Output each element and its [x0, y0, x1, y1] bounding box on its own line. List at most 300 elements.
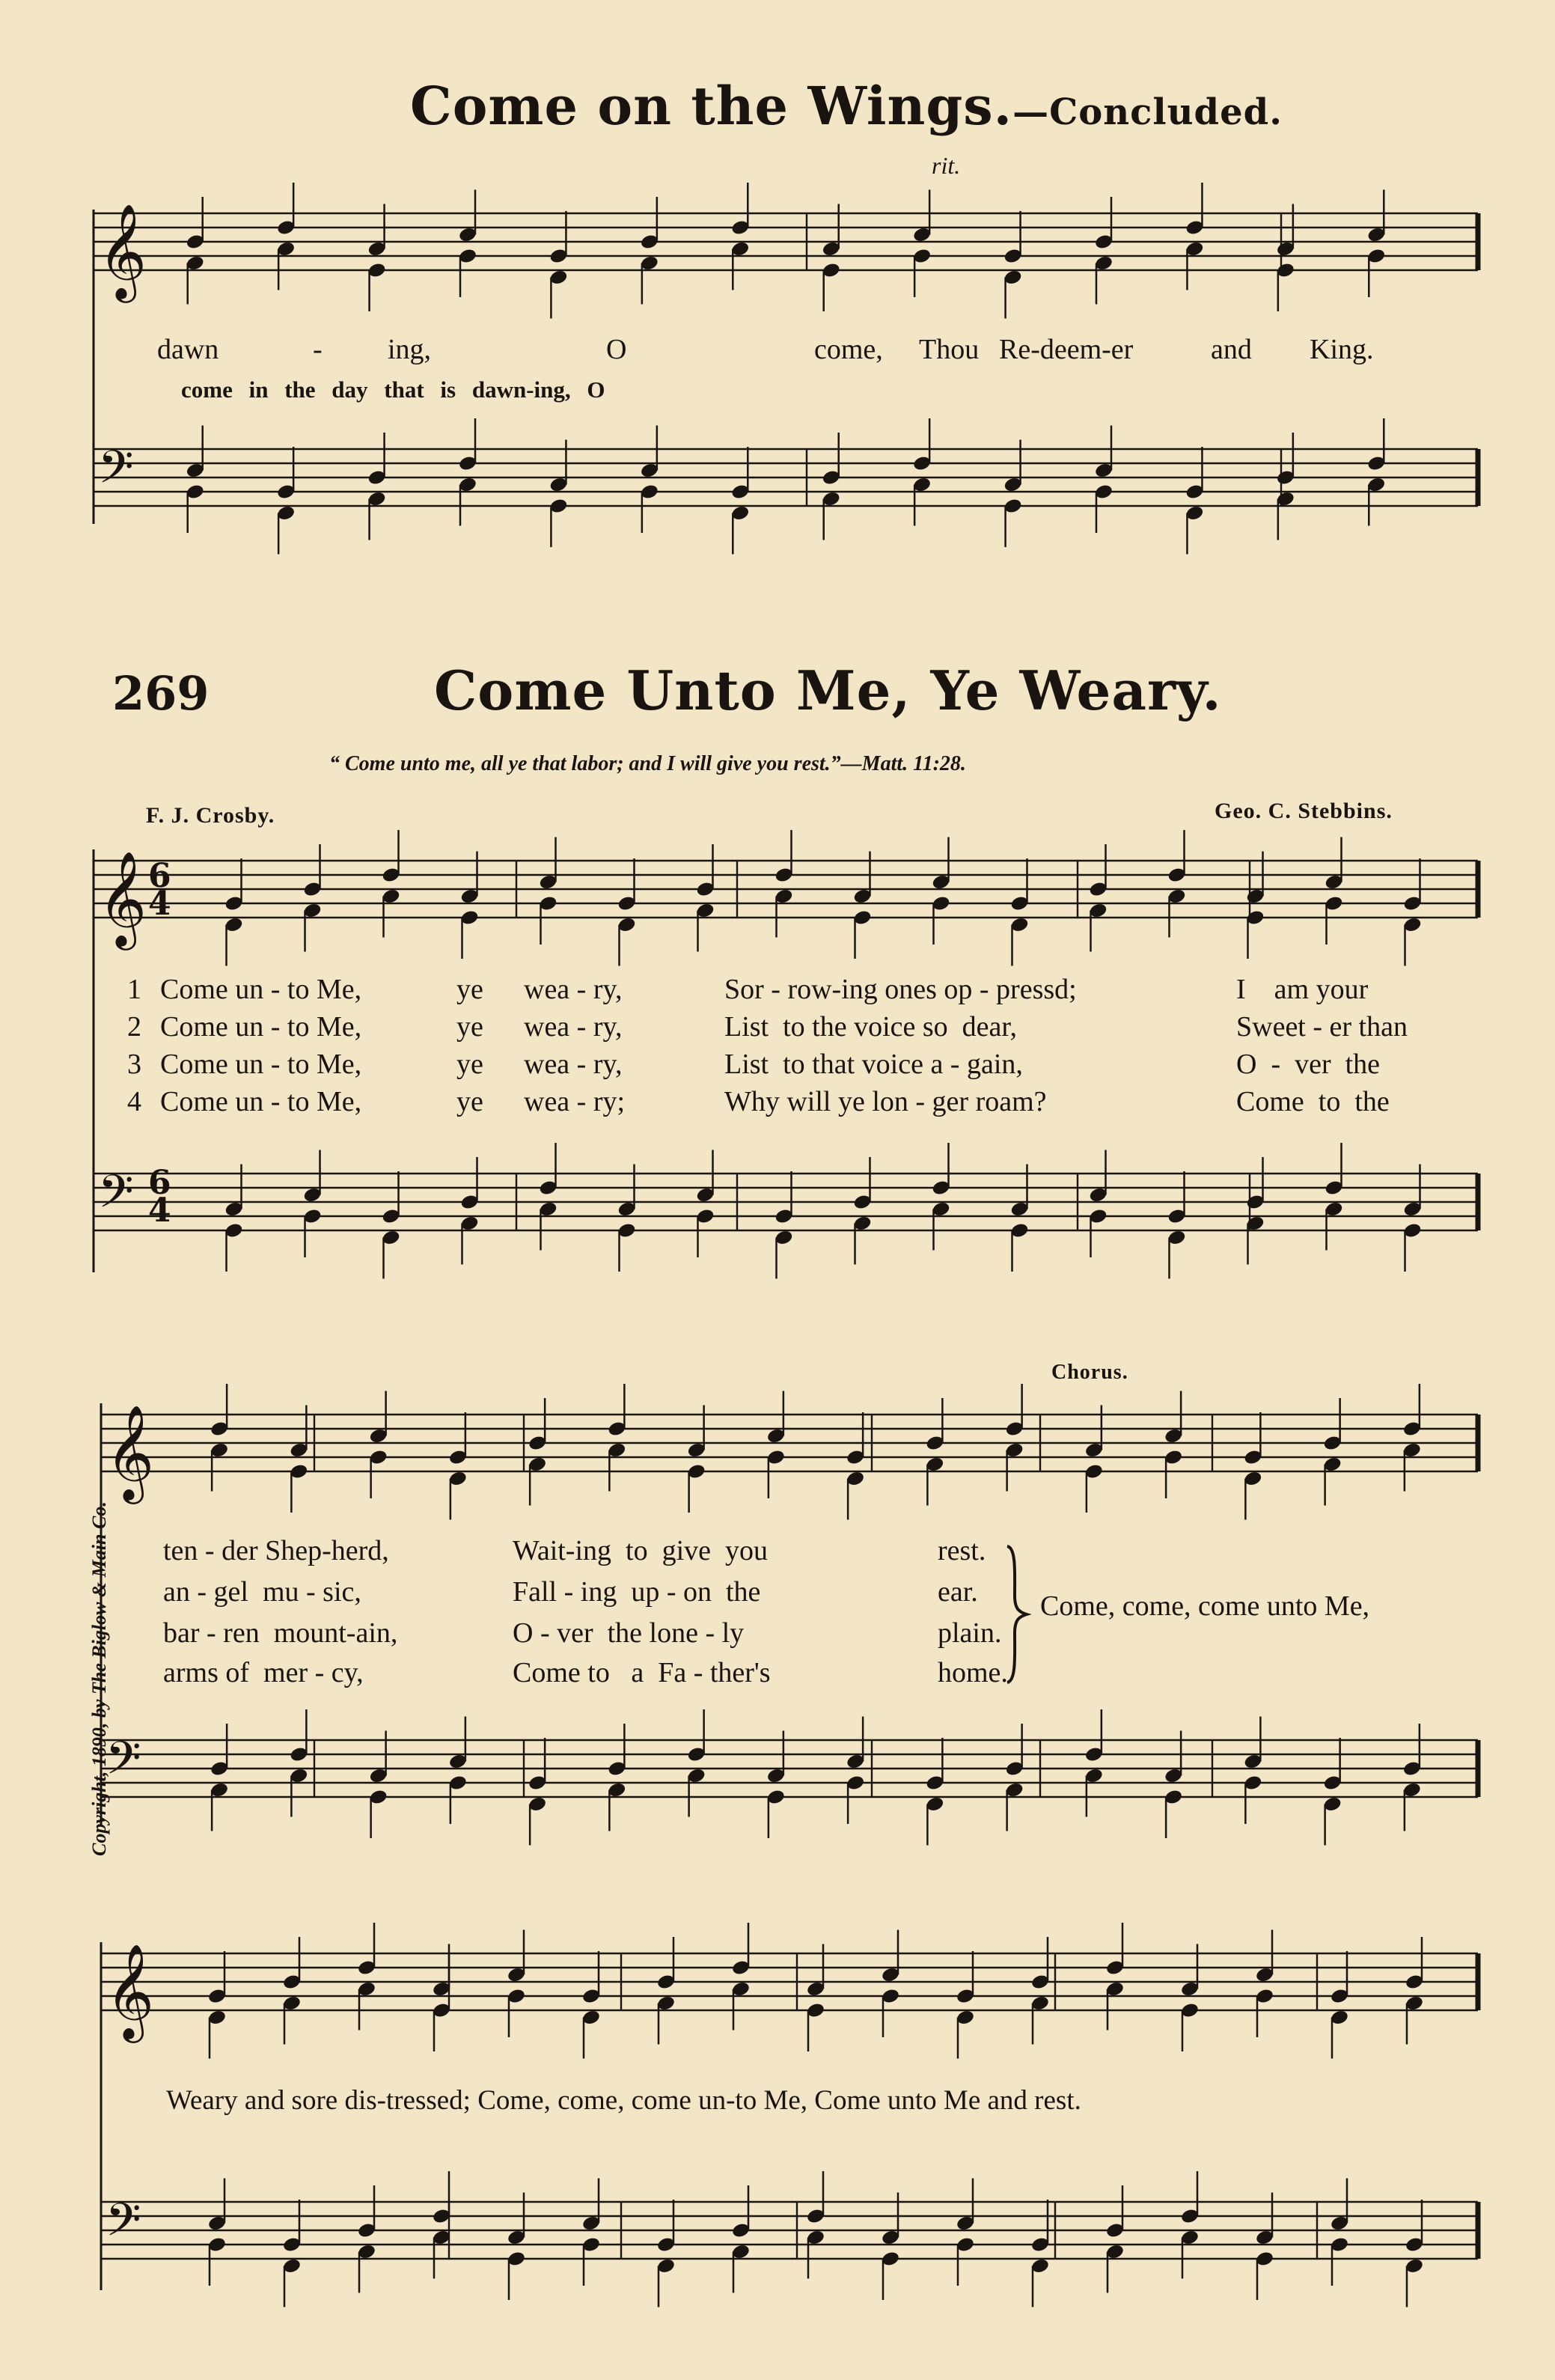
note-head — [731, 2243, 751, 2260]
bass-clef: 𝄢 — [98, 441, 134, 505]
note-head — [1323, 1456, 1342, 1473]
note-head — [774, 867, 793, 884]
verse-number: 1 — [127, 974, 141, 1005]
note-head — [381, 867, 400, 884]
note-head — [207, 2215, 227, 2232]
chorus-line-2: Weary and sore dis-tressed; Come, come, come un-to Me, Come unto Me and rest. — [166, 2085, 1081, 2116]
note-head — [846, 1775, 865, 1792]
note-head — [1094, 234, 1113, 251]
note-head — [852, 909, 872, 927]
note-head — [1005, 1441, 1024, 1459]
note-head — [846, 1449, 865, 1466]
note-head — [695, 1208, 715, 1225]
note-head — [806, 2229, 825, 2246]
note-head — [581, 2009, 601, 2026]
note-head — [507, 1988, 526, 2005]
note-head — [925, 1795, 944, 1813]
note-head — [1245, 1215, 1265, 1232]
note-head — [1366, 455, 1386, 472]
note-head — [1245, 1194, 1265, 1211]
note-head — [289, 1767, 308, 1784]
note-head — [367, 490, 386, 507]
verse-text: ten - der Shep-herd, — [163, 1535, 389, 1566]
treble-clef: 𝄞 — [98, 203, 147, 299]
note-head — [1185, 504, 1204, 522]
note-head — [912, 476, 932, 493]
note-head — [607, 1781, 626, 1798]
note-head — [617, 1222, 636, 1239]
note-head — [538, 1180, 557, 1197]
note-head — [581, 1988, 601, 2005]
time-signature-top: 6 — [148, 857, 171, 895]
note-head — [607, 1441, 626, 1459]
note-head — [766, 1449, 786, 1466]
note-head — [1324, 895, 1343, 912]
note-head — [1405, 1974, 1424, 1991]
note-head — [1005, 1781, 1024, 1798]
note-head — [1180, 2229, 1200, 2246]
note-head — [357, 2222, 376, 2239]
composer-credit: Geo. C. Stebbins. — [1215, 799, 1393, 823]
note-head — [607, 1760, 626, 1778]
note-head — [1164, 1767, 1183, 1784]
note-head — [207, 2009, 227, 2026]
note-head — [369, 1789, 388, 1806]
top-lyric-word: King. — [1310, 334, 1374, 365]
note-head — [1105, 1980, 1125, 1998]
note-head — [931, 895, 950, 912]
note-head — [549, 498, 568, 515]
hymn-number: 269 — [112, 666, 210, 721]
note-head — [282, 2257, 302, 2274]
note-head — [687, 1746, 706, 1763]
note-head — [1366, 476, 1386, 493]
note-head — [1180, 2002, 1200, 2019]
top-hymn-title-suffix: —Concluded. — [1012, 91, 1283, 133]
note-head — [302, 1186, 322, 1203]
note-head — [1255, 1966, 1274, 1983]
note-head — [1276, 240, 1295, 257]
verse-text: O - ver the lone - ly — [513, 1617, 745, 1649]
note-head — [731, 1959, 751, 1977]
note-head — [1088, 1208, 1108, 1225]
note-head — [507, 2251, 526, 2268]
note-head — [1366, 226, 1386, 243]
note-head — [1167, 867, 1186, 884]
note-head — [846, 1753, 865, 1770]
note-head — [381, 1208, 400, 1225]
note-head — [931, 1200, 950, 1218]
note-head — [1324, 1180, 1343, 1197]
note-head — [617, 1200, 636, 1218]
verse-text: ye — [456, 1049, 483, 1080]
verse-brace — [1001, 1543, 1031, 1685]
note-head — [1402, 1441, 1422, 1459]
scripture-reference: “ Come unto me, all ye that labor; and I will give you rest.”—Matt. 11:28. — [329, 752, 966, 775]
note-head — [1330, 2236, 1349, 2254]
note-head — [276, 240, 296, 257]
verse-text: Why will ye lon - ger roam? — [724, 1086, 1047, 1117]
verse-text: bar - ren mount-ain, — [163, 1617, 398, 1649]
note-head — [1030, 1995, 1050, 2012]
note-head — [528, 1795, 547, 1813]
note-head — [528, 1456, 547, 1473]
note-head — [846, 1470, 865, 1487]
note-head — [224, 1200, 243, 1218]
note-head — [581, 2236, 601, 2254]
note-head — [367, 262, 386, 279]
top-lyric-word: O — [606, 334, 627, 365]
top-lyric-word: and — [1211, 334, 1252, 365]
verse-text: wea - ry, — [524, 974, 623, 1005]
verse-text: rest. — [938, 1535, 986, 1566]
note-head — [186, 462, 205, 479]
note-head — [1323, 1435, 1342, 1452]
verse-text: List to the voice so dear, — [724, 1011, 1018, 1043]
verse-text: Come to the — [1236, 1086, 1390, 1117]
note-head — [925, 1775, 944, 1792]
top-lyric-word: Re-deem-er — [999, 334, 1134, 365]
verse-text: wea - ry, — [524, 1011, 623, 1043]
note-head — [538, 1200, 557, 1218]
note-head — [289, 1463, 308, 1480]
note-head — [1005, 1760, 1024, 1778]
hymn-title: Come Unto Me, Ye Weary. — [434, 659, 1222, 722]
note-head — [1323, 1775, 1342, 1792]
note-head — [1167, 888, 1186, 905]
note-head — [1243, 1470, 1262, 1487]
note-head — [1030, 2236, 1050, 2254]
note-head — [381, 1229, 400, 1246]
note-head — [276, 483, 296, 501]
note-head — [282, 1974, 302, 1991]
verse-text: Sor - row-ing ones op - pressd; — [724, 974, 1077, 1005]
note-head — [458, 476, 477, 493]
top-lyric-word: dawn — [157, 334, 219, 365]
note-head — [367, 469, 386, 486]
verse-number: 4 — [127, 1086, 141, 1117]
note-head — [1330, 2215, 1349, 2232]
note-head — [459, 888, 479, 905]
note-head — [731, 1980, 751, 1998]
bass-clef: 𝄢 — [98, 1165, 134, 1230]
verse-text: O - ver the — [1236, 1049, 1381, 1080]
note-head — [528, 1775, 547, 1792]
note-head — [1402, 1222, 1422, 1239]
note-head — [1245, 888, 1265, 905]
copyright-notice: Copyright, 1890, by The Biglow & Main Co. — [88, 1501, 110, 1856]
note-head — [731, 2222, 751, 2239]
note-head — [549, 269, 568, 286]
note-head — [1030, 2257, 1050, 2274]
note-head — [528, 1435, 547, 1452]
verse-text: ear. — [938, 1576, 978, 1608]
note-head — [432, 1980, 451, 1998]
author-credit: F. J. Crosby. — [146, 803, 275, 828]
note-head — [302, 1208, 322, 1225]
top-lyric-word: ing, — [388, 334, 432, 365]
note-head — [1030, 1974, 1050, 1991]
note-head — [1088, 1186, 1108, 1203]
verse-text: ye — [456, 1011, 483, 1043]
note-head — [538, 873, 557, 891]
treble-clef: 𝄞 — [106, 1943, 155, 2039]
note-head — [210, 1781, 229, 1798]
note-head — [1164, 1427, 1183, 1444]
note-head — [210, 1441, 229, 1459]
note-head — [687, 1463, 706, 1480]
note-head — [210, 1760, 229, 1778]
note-head — [1167, 1208, 1186, 1225]
note-head — [656, 2257, 676, 2274]
note-head — [1255, 2229, 1274, 2246]
note-head — [1105, 2222, 1125, 2239]
note-head — [369, 1449, 388, 1466]
note-head — [432, 2208, 451, 2225]
note-head — [956, 1988, 975, 2005]
note-head — [1084, 1746, 1104, 1763]
note-head — [695, 1186, 715, 1203]
note-head — [210, 1421, 229, 1438]
note-head — [448, 1775, 468, 1792]
note-head — [448, 1449, 468, 1466]
treble-clef: 𝄞 — [98, 850, 147, 946]
note-head — [224, 895, 243, 912]
note-head — [1185, 240, 1204, 257]
note-head — [730, 483, 750, 501]
note-head — [1402, 1421, 1422, 1438]
note-head — [432, 2229, 451, 2246]
note-head — [766, 1427, 786, 1444]
verse-text: I am your — [1236, 974, 1369, 1005]
note-head — [448, 1753, 468, 1770]
note-head — [931, 1180, 950, 1197]
note-head — [822, 262, 841, 279]
note-head — [458, 226, 477, 243]
note-head — [1276, 490, 1295, 507]
note-head — [1324, 873, 1343, 891]
note-head — [289, 1441, 308, 1459]
verse-text: Come un - to Me, — [160, 1011, 362, 1043]
note-head — [1094, 254, 1113, 272]
note-head — [507, 1966, 526, 1983]
note-head — [1094, 462, 1113, 479]
verse-text: Sweet - er than — [1236, 1011, 1408, 1043]
note-head — [640, 462, 659, 479]
note-head — [730, 240, 750, 257]
note-head — [852, 1194, 872, 1211]
bass-clef: 𝄢 — [106, 1732, 141, 1796]
note-head — [207, 2236, 227, 2254]
note-head — [1084, 1463, 1104, 1480]
note-head — [302, 902, 322, 919]
note-head — [956, 2215, 975, 2232]
note-head — [1255, 1988, 1274, 2005]
note-head — [1003, 248, 1022, 265]
note-head — [1243, 1775, 1262, 1792]
note-head — [806, 2002, 825, 2019]
note-head — [224, 1222, 243, 1239]
note-head — [224, 916, 243, 933]
note-head — [1167, 1229, 1186, 1246]
note-head — [1180, 1980, 1200, 1998]
note-head — [357, 1959, 376, 1977]
note-head — [1405, 2257, 1424, 2274]
note-head — [1276, 469, 1295, 486]
note-head — [1323, 1795, 1342, 1813]
note-head — [695, 881, 715, 898]
note-head — [458, 248, 477, 265]
note-head — [1009, 1222, 1029, 1239]
time-signature-bottom: 4 — [148, 885, 171, 923]
note-head — [581, 2215, 601, 2232]
note-head — [369, 1767, 388, 1784]
note-head — [1094, 483, 1113, 501]
note-head — [302, 881, 322, 898]
note-head — [640, 234, 659, 251]
verse-text: Wait-ing to give you — [513, 1535, 768, 1566]
note-head — [617, 916, 636, 933]
note-head — [774, 1208, 793, 1225]
note-head — [774, 888, 793, 905]
verse-text: Fall - ing up - on the — [513, 1576, 761, 1608]
note-head — [687, 1767, 706, 1784]
verse-text: Come un - to Me, — [160, 1049, 362, 1080]
note-head — [931, 873, 950, 891]
note-head — [1402, 895, 1422, 912]
note-head — [1003, 498, 1022, 515]
verse-text: Come to a Fa - ther's — [513, 1657, 771, 1688]
note-head — [1324, 1200, 1343, 1218]
note-head — [282, 2236, 302, 2254]
note-head — [549, 476, 568, 493]
note-head — [1245, 909, 1265, 927]
note-head — [367, 240, 386, 257]
note-head — [640, 483, 659, 501]
verse-text: wea - ry, — [524, 1049, 623, 1080]
note-head — [357, 1980, 376, 1998]
tempo-mark-rit: rit. — [932, 152, 961, 179]
note-head — [656, 2236, 676, 2254]
bass-clef: 𝄢 — [106, 2194, 141, 2258]
note-head — [1255, 2251, 1274, 2268]
note-head — [640, 254, 659, 272]
note-head — [1180, 2208, 1200, 2225]
verse-number: 2 — [127, 1011, 141, 1043]
note-head — [1088, 881, 1108, 898]
note-head — [1185, 219, 1204, 237]
note-head — [549, 248, 568, 265]
note-head — [956, 2236, 975, 2254]
verse-text: home. — [938, 1657, 1008, 1688]
verse-text: wea - ry; — [524, 1086, 626, 1117]
note-head — [357, 2243, 376, 2260]
note-head — [766, 1789, 786, 1806]
note-head — [276, 504, 296, 522]
treble-clef: 𝄞 — [106, 1404, 155, 1500]
note-head — [695, 902, 715, 919]
note-head — [1402, 916, 1422, 933]
note-head — [1405, 1995, 1424, 2012]
note-head — [1330, 1988, 1349, 2005]
chorus-line-1: Come, come, come unto Me, — [1040, 1590, 1370, 1622]
note-head — [925, 1456, 944, 1473]
note-head — [1105, 1959, 1125, 1977]
note-head — [276, 219, 296, 237]
note-head — [852, 888, 872, 905]
note-head — [507, 2229, 526, 2246]
time-signature-bottom: 4 — [148, 1191, 171, 1230]
note-head — [448, 1470, 468, 1487]
verse-number: 3 — [127, 1049, 141, 1080]
note-head — [186, 254, 205, 272]
note-head — [1009, 1200, 1029, 1218]
top-lyric-word: - — [313, 334, 323, 365]
note-head — [458, 455, 477, 472]
verse-text: arms of mer - cy, — [163, 1657, 364, 1688]
verse-text: ye — [456, 1086, 483, 1117]
note-head — [607, 1421, 626, 1438]
note-head — [881, 1988, 900, 2005]
note-head — [459, 1194, 479, 1211]
note-head — [852, 1215, 872, 1232]
note-head — [766, 1767, 786, 1784]
top-lyric-word: Thou — [919, 334, 980, 365]
note-head — [1366, 248, 1386, 265]
note-head — [881, 2229, 900, 2246]
note-head — [822, 240, 841, 257]
note-head — [1088, 902, 1108, 919]
note-head — [925, 1435, 944, 1452]
verse-text: Come un - to Me, — [160, 1086, 362, 1117]
note-head — [912, 455, 932, 472]
note-head — [207, 1988, 227, 2005]
note-head — [1009, 916, 1029, 933]
note-head — [432, 2002, 451, 2019]
verse-text: ye — [456, 974, 483, 1005]
note-head — [730, 219, 750, 237]
note-head — [822, 490, 841, 507]
chorus-label: Chorus. — [1051, 1361, 1128, 1384]
note-head — [538, 895, 557, 912]
verse-text: plain. — [938, 1617, 1002, 1649]
note-head — [186, 483, 205, 501]
note-head — [656, 1995, 676, 2012]
note-head — [289, 1746, 308, 1763]
note-head — [1164, 1789, 1183, 1806]
time-signature-top: 6 — [148, 1164, 171, 1202]
note-head — [1185, 483, 1204, 501]
note-head — [1402, 1781, 1422, 1798]
note-head — [912, 248, 932, 265]
note-head — [912, 226, 932, 243]
note-head — [1003, 269, 1022, 286]
note-head — [1405, 2236, 1424, 2254]
note-head — [186, 234, 205, 251]
note-head — [617, 895, 636, 912]
note-head — [1009, 895, 1029, 912]
note-head — [1084, 1767, 1104, 1784]
note-head — [381, 888, 400, 905]
note-head — [1243, 1753, 1262, 1770]
top-lyric-word: come, — [814, 334, 883, 365]
note-head — [881, 2251, 900, 2268]
note-head — [806, 1980, 825, 1998]
note-head — [1105, 2243, 1125, 2260]
note-head — [656, 1974, 676, 1991]
note-head — [1164, 1449, 1183, 1466]
verse-text: Come un - to Me, — [160, 974, 362, 1005]
